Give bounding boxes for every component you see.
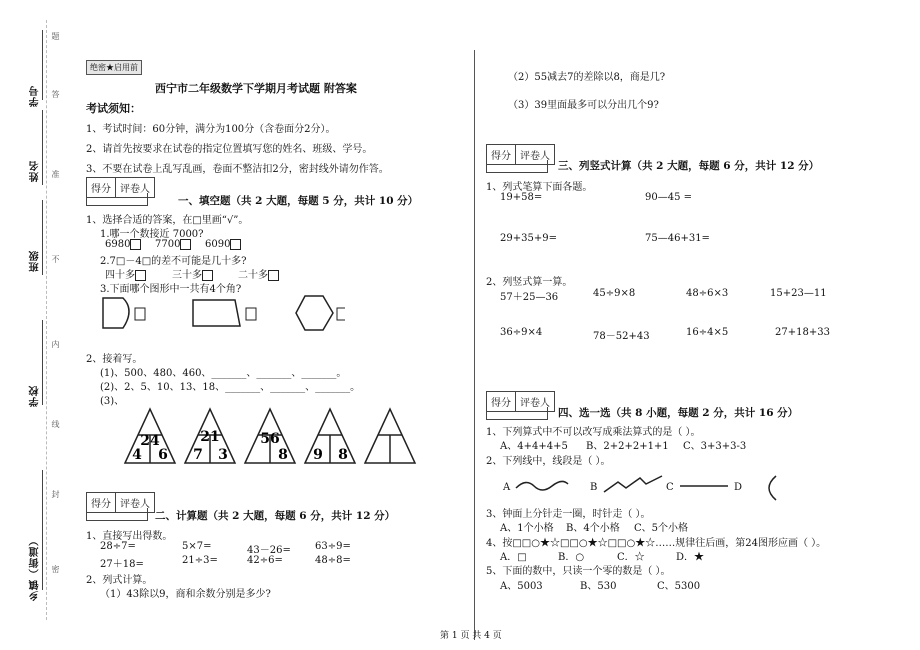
answer-box[interactable] [230, 239, 241, 250]
triangle-left: 7 [193, 447, 203, 463]
question: （3）39里面最多可以分出几个9? [508, 100, 659, 111]
notice-item: 2、请首先按要求在试卷的指定位置填写您的姓名、班级、学号。 [86, 144, 373, 155]
secret-stamp: 绝密★启用前 [86, 60, 142, 75]
town-field[interactable] [42, 470, 43, 590]
triangle-4 [305, 409, 355, 463]
seal-char: 不 [51, 255, 60, 263]
calc-item: 63÷9= [315, 541, 351, 552]
triangle-top: 21 [200, 429, 220, 445]
seal-char: 准 [51, 170, 60, 178]
line-options [510, 470, 790, 505]
option[interactable]: D．★ [676, 552, 705, 563]
triangle-left: 4 [132, 447, 142, 463]
question: 2、列竖式算一算。 [486, 277, 573, 288]
question: 1.哪一个数接近 7000? [100, 229, 204, 240]
school-label: 学校 [30, 385, 41, 407]
calc-item: 75—46+31= [645, 233, 710, 244]
grader-label: 评卷人 [520, 151, 550, 162]
calc-item: 48÷6×3 [686, 288, 729, 299]
calc-item: 36÷9×4 [500, 327, 543, 338]
triangle-5 [365, 409, 415, 463]
seal-char: 内 [51, 340, 60, 348]
question: (2)、2、5、10、13、18、_______、_______、_______。 [100, 382, 361, 393]
score-label: 得分 [487, 145, 516, 164]
answer-box [337, 308, 345, 320]
section-title: 一、填空题（共 2 大题，每题 5 分，共计 10 分） [178, 195, 419, 207]
page-title: 西宁市二年级数学下学期月考试题 附答案 [155, 82, 357, 95]
zigzag-line [604, 476, 662, 492]
question: 5、下面的数中，只读一个零的数是（ ）。 [486, 566, 671, 577]
section-title: 四、选一选（共 8 小题，每题 2 分，共计 16 分） [558, 407, 799, 419]
calc-item: 28÷7= [100, 541, 136, 552]
option[interactable]: B、2+2+2+1+1 [586, 441, 669, 452]
question: 2、接着写。 [86, 354, 143, 365]
calc-item: 16÷4×5 [686, 327, 729, 338]
triangle-top: 24 [140, 433, 160, 449]
seal-char: 答 [51, 90, 60, 98]
option[interactable]: A．□ [500, 552, 527, 563]
calc-item: 42÷6= [247, 555, 283, 566]
option[interactable]: C．☆ [617, 552, 645, 563]
shape-hexagon [296, 296, 333, 330]
answer-box [246, 308, 256, 320]
option[interactable]: C、5个小格 [634, 523, 689, 534]
score-label: 得分 [87, 493, 116, 512]
answer-box[interactable] [180, 239, 191, 250]
answer-box[interactable] [268, 270, 279, 281]
option[interactable]: C、3+3+3-3 [683, 441, 747, 452]
triangle-right: 8 [338, 447, 348, 463]
triangle-right: 8 [278, 447, 288, 463]
score-cell[interactable] [86, 508, 148, 521]
seal-char: 密 [51, 565, 60, 573]
option[interactable]: C、5300 [657, 581, 701, 592]
option[interactable]: A、4+4+4+5 [500, 441, 568, 452]
triangle-left: 9 [313, 447, 323, 463]
student-id-label: 学号 [30, 85, 41, 107]
shape-fan [103, 298, 129, 328]
school-field[interactable] [42, 320, 43, 405]
class-field[interactable] [42, 200, 43, 275]
seal-char: 封 [51, 490, 60, 498]
question: 3.下面哪个图形中一共有4个角? [100, 284, 242, 295]
calc-item: 48÷8= [315, 555, 351, 566]
seal-char: 题 [51, 32, 60, 40]
grader-label: 评卷人 [120, 184, 150, 195]
score-cell[interactable] [486, 407, 548, 420]
option[interactable]: A、1个小格 [500, 523, 554, 534]
question: （1）43除以9，商和余数分别是多少? [100, 589, 271, 600]
calc-item: 90—45 = [645, 192, 693, 203]
triangle-1 [125, 409, 175, 463]
triangle-right: 3 [218, 447, 228, 463]
arc-line [769, 476, 776, 500]
calc-item: 15+23—11 [770, 288, 827, 299]
question: (3)、 [100, 396, 125, 407]
calc-item: 43－26= [247, 545, 291, 556]
option: 7700 [155, 239, 191, 250]
calc-item: 78－52+43 [593, 331, 650, 342]
notice-heading: 考试须知： [86, 102, 141, 115]
score-label: 得分 [487, 392, 516, 411]
option: 二十多 [238, 266, 279, 281]
answer-box [135, 308, 145, 320]
question: （2）55减去7的差除以8，商是几? [508, 72, 666, 83]
score-cell[interactable] [86, 193, 148, 206]
question: 1、下列算式中不可以改写成乘法算式的是（ ）。 [486, 427, 701, 438]
option[interactable]: A、5003 [500, 581, 543, 592]
class-label: 班级 [30, 250, 41, 272]
triangle-2 [185, 409, 235, 463]
curve-line [516, 481, 568, 490]
question: (1)、500、480、460、_______、_______、_______。 [100, 368, 347, 379]
question: 1、直接写出得数。 [86, 531, 173, 542]
question: 4、按□□○★☆□□○★☆□□○★☆……规律往后画，第24图形应画（ ）。 [486, 538, 827, 549]
seal-char: 线 [51, 420, 60, 428]
triangle-right: 6 [158, 447, 168, 463]
question: 1、选择合适的答案，在□里画“√”。 [86, 215, 249, 226]
option[interactable]: B．○ [558, 552, 585, 563]
question: 1、列式笔算下面各题。 [486, 182, 593, 193]
student-id-field[interactable] [42, 30, 43, 100]
calc-item: 29+35+9= [500, 233, 557, 244]
calc-item: 27+18+33 [775, 327, 830, 338]
option: 四十多 [105, 266, 146, 281]
calc-item: 57＋25—36 [500, 292, 559, 303]
grader-label: 评卷人 [120, 499, 150, 510]
answer-box[interactable] [130, 239, 141, 250]
notice-item: 3、不要在试卷上乱写乱画，卷面不整洁扣2分，密封线外请勿作答。 [86, 164, 389, 175]
question: 2.7□－4□的差不可能是几十多? [100, 256, 247, 267]
name-label: 姓名 [30, 160, 41, 182]
option[interactable]: B、530 [580, 581, 617, 592]
grader-label: 评卷人 [520, 398, 550, 409]
question: 2、列式计算。 [86, 575, 153, 586]
line-label[interactable]: C [666, 482, 674, 493]
score-label: 得分 [87, 178, 116, 197]
section-title: 三、列竖式计算（共 2 大题，每题 6 分，共计 12 分） [558, 160, 820, 172]
calc-item: 21÷3= [182, 555, 218, 566]
option[interactable]: B、4个小格 [566, 523, 620, 534]
option: 6090 [205, 239, 241, 250]
line-label[interactable]: D [734, 482, 743, 493]
triangle-3 [245, 409, 295, 463]
question: 2、下列线中，线段是（ ）。 [486, 456, 611, 467]
option: 6980 [105, 239, 141, 250]
name-field[interactable] [42, 110, 43, 185]
line-label[interactable]: B [590, 482, 598, 493]
calc-item: 5×7= [182, 541, 212, 552]
line-label[interactable]: A [503, 482, 511, 493]
notice-item: 1、考试时间：60分钟，满分为100分（含卷面分2分）。 [86, 124, 336, 135]
section-title: 二、计算题（共 2 大题，每题 6 分，共计 12 分） [155, 510, 396, 522]
triangle-top: 56 [260, 431, 280, 447]
triangle-puzzle [120, 405, 420, 465]
calc-item: 45÷9×8 [593, 288, 636, 299]
shape-figures [95, 290, 345, 340]
option: 三十多 [172, 266, 213, 281]
calc-item: 27＋18= [100, 559, 144, 570]
column-divider [474, 50, 475, 640]
seal-line [46, 20, 47, 620]
score-cell[interactable] [486, 160, 548, 173]
town-label: 乡镇（街道） [30, 535, 41, 601]
question: 3、钟面上分针走一圈，时针走（ ）。 [486, 509, 651, 520]
shape-trapezoid [193, 300, 240, 326]
calc-item: 19+58= [500, 192, 543, 203]
page-footer: 第 1 页 共 4 页 [440, 631, 502, 641]
